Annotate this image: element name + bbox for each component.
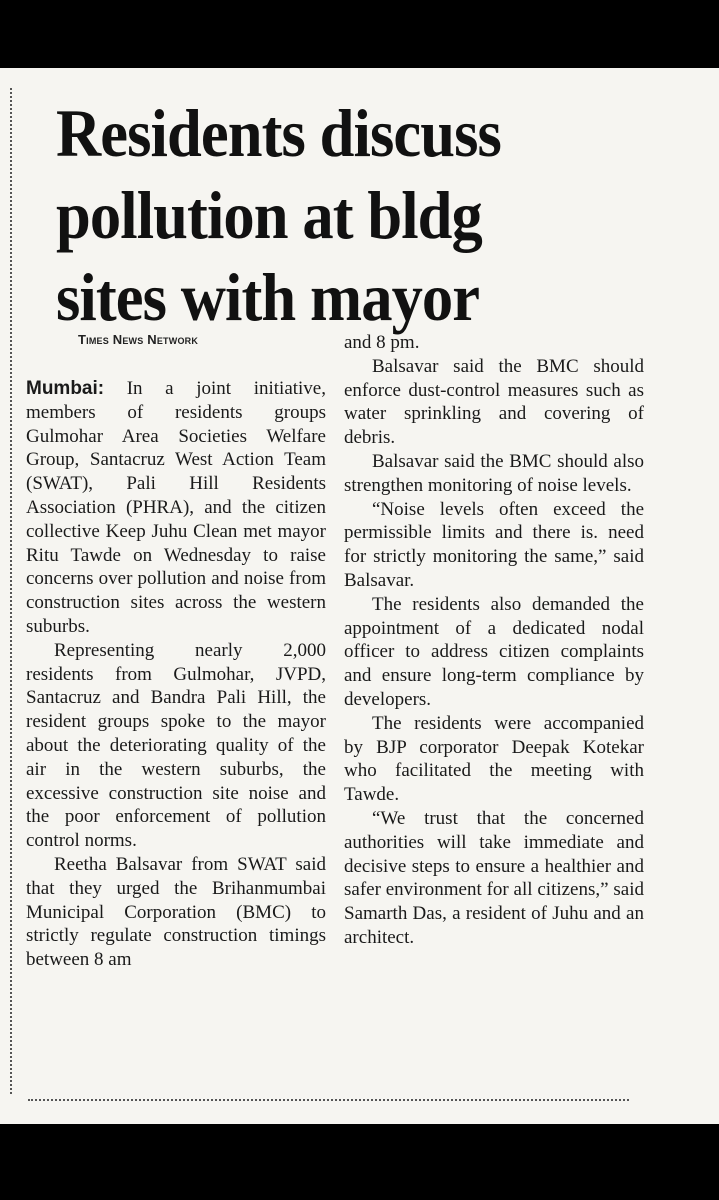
paragraph: and 8 pm. — [344, 332, 420, 353]
dateline: Mumbai: — [26, 378, 105, 399]
paragraph: Balsavar said the BMC should also strengthen monitoring of noise levels. — [344, 450, 644, 496]
dotted-cut-line-left — [10, 88, 12, 1094]
headline-line: pollution at bldg — [56, 177, 482, 253]
paragraph: “Noise levels often exceed the permissible limits and there is. need for strictly monitoring the same,” said Balsavar. — [344, 498, 644, 591]
headline-line: sites with mayor — [56, 259, 480, 335]
paragraph — [26, 377, 326, 639]
paragraph: “We trust that the concerned authorities will take immediate and decisive steps to ensure a healthier and safer environment for all citizens,” said Samarth Das, a resident of Juhu and an architect. — [344, 807, 644, 948]
paragraph: Representing nearly 2,000 residents from Gulmohar, JVPD, Santacruz and Bandra Pali Hill, the resident groups spoke to the mayor about the deteriorating quality of the air in the western suburbs, the excessive construction site noise and the poor enforcement of pollution control norms. — [26, 639, 326, 852]
headline — [56, 92, 626, 338]
paragraph-text: In a joint initiative, members of residents groups Gulmohar Area Societies Welfare Group, Santacruz West Action Team (SWAT), Pali Hill Residents Association (PHRA), and the citizen collective Keep Juhu Clean met mayor Ritu Tawde on Wednesday to raise concerns over pollution and noise from construction sites across the western suburbs. — [26, 378, 326, 637]
newspaper-clipping — [0, 68, 719, 1124]
headline-line: Residents discuss — [56, 95, 501, 171]
paragraph: Reetha Balsavar from SWAT said that they urged the Brihanmumbai Municipal Corporation (BMC) to strictly regulate construction timings between 8 am — [26, 853, 326, 971]
right-column — [344, 331, 644, 950]
paragraph: The residents were accompanied by BJP corporator Deepak Kotekar who facilitated the meeting with Tawde. — [344, 712, 644, 806]
paragraph: The residents also demanded the appointment of a dedicated nodal officer to address citizen complaints and ensure long-term compliance by developers. — [344, 593, 644, 710]
byline: Times News Network — [78, 332, 199, 347]
paragraph: Balsavar said the BMC should enforce dust-control measures such as water sprinkling and covering of debris. — [344, 355, 644, 449]
left-column — [26, 377, 326, 972]
dotted-cut-line-bottom — [28, 1099, 629, 1101]
